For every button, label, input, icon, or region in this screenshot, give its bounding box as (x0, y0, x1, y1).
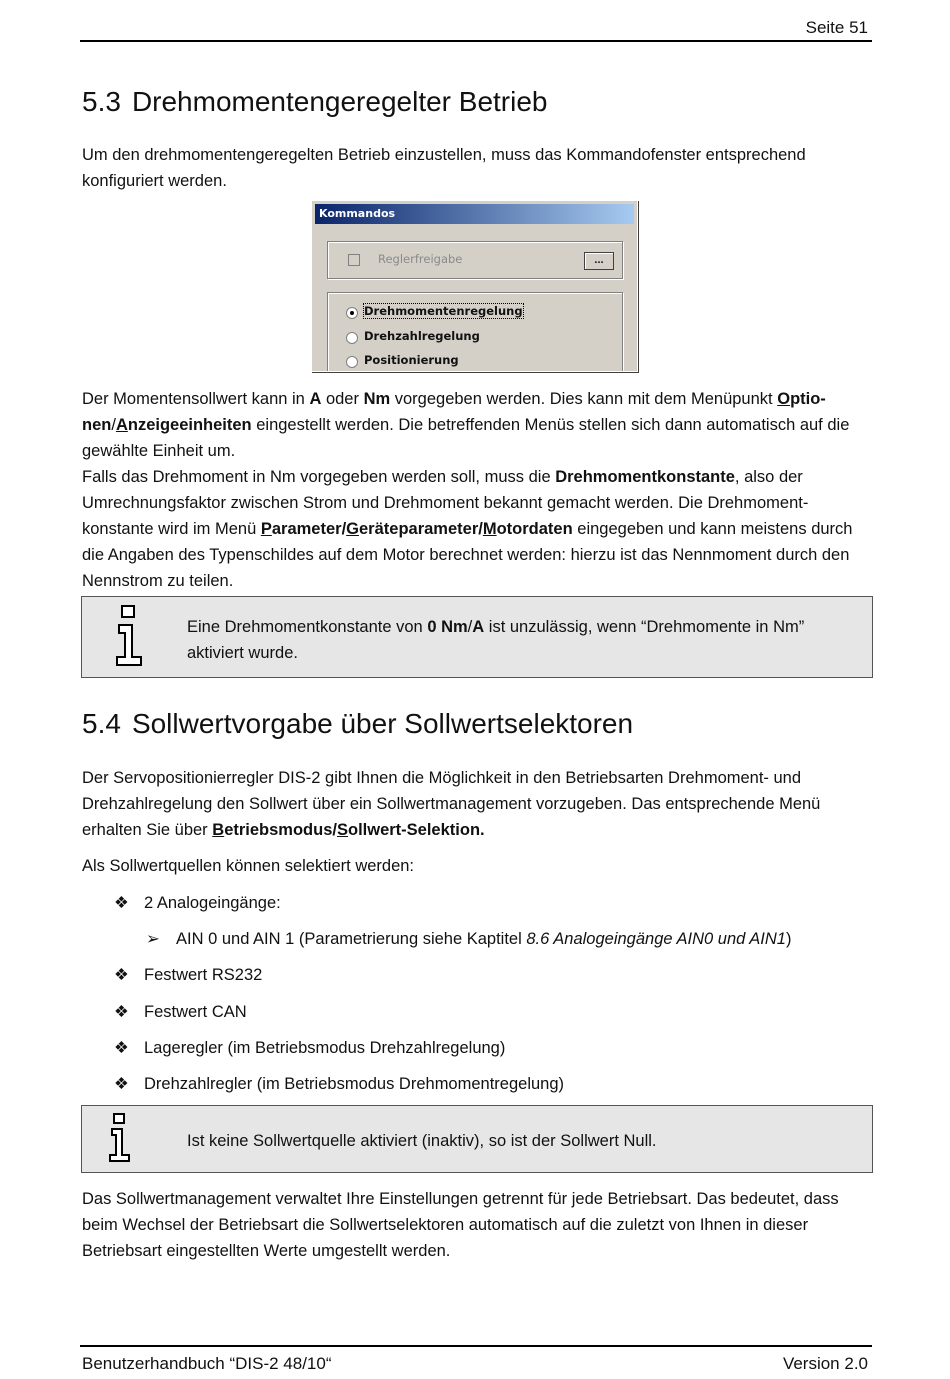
list-item-text: Lageregler (im Betriebsmodus Drehzahlregelung) (144, 1039, 506, 1057)
kommandos-dialog-screenshot (311, 200, 638, 372)
list-item (114, 963, 262, 987)
value-0-nm: 0 Nm (427, 618, 468, 636)
text: eingegeben und kann meistens durch die Angaben des Typenschildes auf dem Motor berechnet werden: hierzu ist das Nennmoment durch den Nennstrom zu teilen. (82, 520, 853, 590)
list-item-text: 2 Analogeingänge: (144, 894, 281, 912)
closing-paragraph: Das Sollwertmanagement verwaltet Ihre Einstellungen getrennt für jede Betriebsart. Das bedeutet, dass beim Wechsel der Betriebsart die Sollwertselektoren automatisch auf die zuletzt von Ihnen in dieser Betriebsart eingestellten Werte umgestellt werden. (82, 1190, 839, 1260)
radio-label-positionierung: Positionierung (364, 353, 459, 367)
info-note-torque-constant (81, 596, 873, 678)
list-item (114, 1000, 247, 1024)
info-note-sollwert-null (81, 1105, 873, 1173)
mnemonic: S (336, 821, 348, 839)
text: eräteparameter (359, 520, 479, 538)
mnemonic: B (212, 821, 225, 839)
list-item (114, 1072, 564, 1096)
header-rule (80, 40, 872, 42)
page-number: Seite 51 (805, 18, 868, 37)
text: arameter (271, 520, 342, 538)
note-text (187, 614, 857, 666)
menu-path (261, 520, 573, 538)
diamond-bullet-icon: ❖ (114, 894, 129, 912)
momentensollwert-paragraph (82, 386, 872, 464)
section-number: 5.4 (82, 708, 121, 739)
text: ist unzulässig, wenn “Drehmomente in Nm” aktiviert wurde. (187, 618, 805, 662)
checkbox-label: Reglerfreigabe (378, 252, 463, 266)
radio-label-drehzahlregelung: Drehzahlregelung (364, 329, 480, 343)
text: / (467, 618, 473, 636)
mnemonic: G (346, 520, 359, 538)
sollwert-intro-paragraph (82, 765, 872, 843)
section-heading-5-4 (82, 708, 633, 740)
section-number: 5.3 (82, 86, 121, 117)
diamond-bullet-icon: ❖ (114, 966, 129, 984)
text: , also der Umrechnungsfaktor zwischen Strom und Drehmoment bekannt gemacht werden. Die Drehmoment-konstante wird im Menü (82, 468, 809, 538)
dialog-title: Kommandos (315, 204, 634, 224)
mnemonic: A (115, 416, 128, 434)
sources-intro: Als Sollwertquellen können selektiert werden: (82, 857, 415, 875)
note-text: Ist keine Sollwertquelle aktiviert (inaktiv), so ist der Sollwert Null. (187, 1132, 657, 1150)
mnemonic: M (482, 520, 497, 538)
footer-manual-title: Benutzerhandbuch “DIS-2 48/10“ (82, 1354, 332, 1373)
text: / (111, 416, 116, 434)
unit-nm: Nm (363, 390, 391, 408)
text: ) (785, 930, 792, 948)
text: eingestellt werden. Die betreffenden Menüs stellen sich dann automatisch auf die gewählte Einheit um. (82, 416, 850, 460)
text: AIN 0 und AIN 1 (Parametrierung siehe Kaptitel (176, 930, 527, 948)
mnemonic: O (777, 390, 791, 408)
text: oder (321, 390, 364, 408)
section-title: Sollwertvorgabe über Sollwertselektoren (131, 708, 634, 739)
list-item-text: Drehzahlregler (im Betriebsmodus Drehmomentregelung) (144, 1075, 565, 1093)
text: / (332, 821, 337, 839)
enable-group (327, 241, 623, 279)
text: Der Servopositionierregler DIS-2 gibt Ihnen die Möglichkeit in den Betriebsarten Drehmoment- und Drehzahlregelung den Sollwert über ein Sollwertmanagement vorzugeben. Das entsprechende Menü erhalten Sie über (82, 769, 821, 839)
footer-rule (80, 1345, 872, 1347)
menu-path (212, 821, 484, 839)
ellipsis-button[interactable]: ... (584, 252, 614, 270)
text: otordaten (496, 520, 573, 538)
intro-paragraph: Um den drehmomentengeregelten Betrieb einzustellen, muss das Kommandofenster entsprechend konfiguriert werden. (82, 146, 806, 190)
text: / (478, 520, 483, 538)
diamond-bullet-icon: ❖ (114, 1003, 129, 1021)
diamond-bullet-icon: ❖ (114, 1075, 129, 1093)
section-heading-5-3 (82, 86, 548, 118)
text: Der Momentensollwert kann in (82, 390, 310, 408)
text: / (341, 520, 347, 538)
radio-label-drehmomentenregelung: Drehmomentenregelung (364, 304, 523, 318)
menu-anzeigeeinheiten (116, 416, 252, 434)
unit-a: A (472, 618, 485, 636)
text: vorgegeben werden. Dies kann mit dem Menüpunkt (390, 390, 778, 408)
text: Eine Drehmomentkonstante von (187, 618, 428, 636)
footer-version: Version 2.0 (782, 1354, 868, 1373)
text: ptio- (790, 390, 826, 408)
list-item (114, 1036, 505, 1060)
list-item-text: Festwert CAN (144, 1003, 247, 1021)
section-title: Drehmomentengeregelter Betrieb (131, 86, 548, 117)
info-icon (108, 1113, 132, 1163)
text: etriebsmodus (224, 821, 333, 839)
text: Falls das Drehmoment in Nm vorgegeben werden soll, muss die (82, 468, 556, 486)
text: nen (82, 416, 112, 434)
text: nzeigeeinheiten (127, 416, 252, 434)
mnemonic: P (260, 520, 272, 538)
list-item-text: Festwert RS232 (144, 966, 263, 984)
info-icon (114, 605, 144, 667)
sub-list-item (146, 927, 791, 951)
list-item (114, 891, 281, 915)
radio-positionierung[interactable] (346, 356, 358, 368)
radio-drehmomentenregelung[interactable] (346, 307, 358, 319)
drehmomentkonstante-paragraph (82, 464, 872, 594)
term-drehmomentkonstante: Drehmomentkonstante (555, 468, 735, 486)
text: ollwert-Selektion. (348, 821, 485, 839)
mode-group (327, 292, 623, 372)
chapter-reference: 8.6 Analogeingänge AIN0 und AIN1 (526, 930, 786, 948)
arrow-bullet-icon: ➢ (146, 930, 160, 948)
radio-drehzahlregelung[interactable] (346, 332, 358, 344)
reglerfreigabe-checkbox[interactable] (348, 254, 360, 266)
diamond-bullet-icon: ❖ (114, 1039, 129, 1057)
unit-a: A (309, 390, 322, 408)
